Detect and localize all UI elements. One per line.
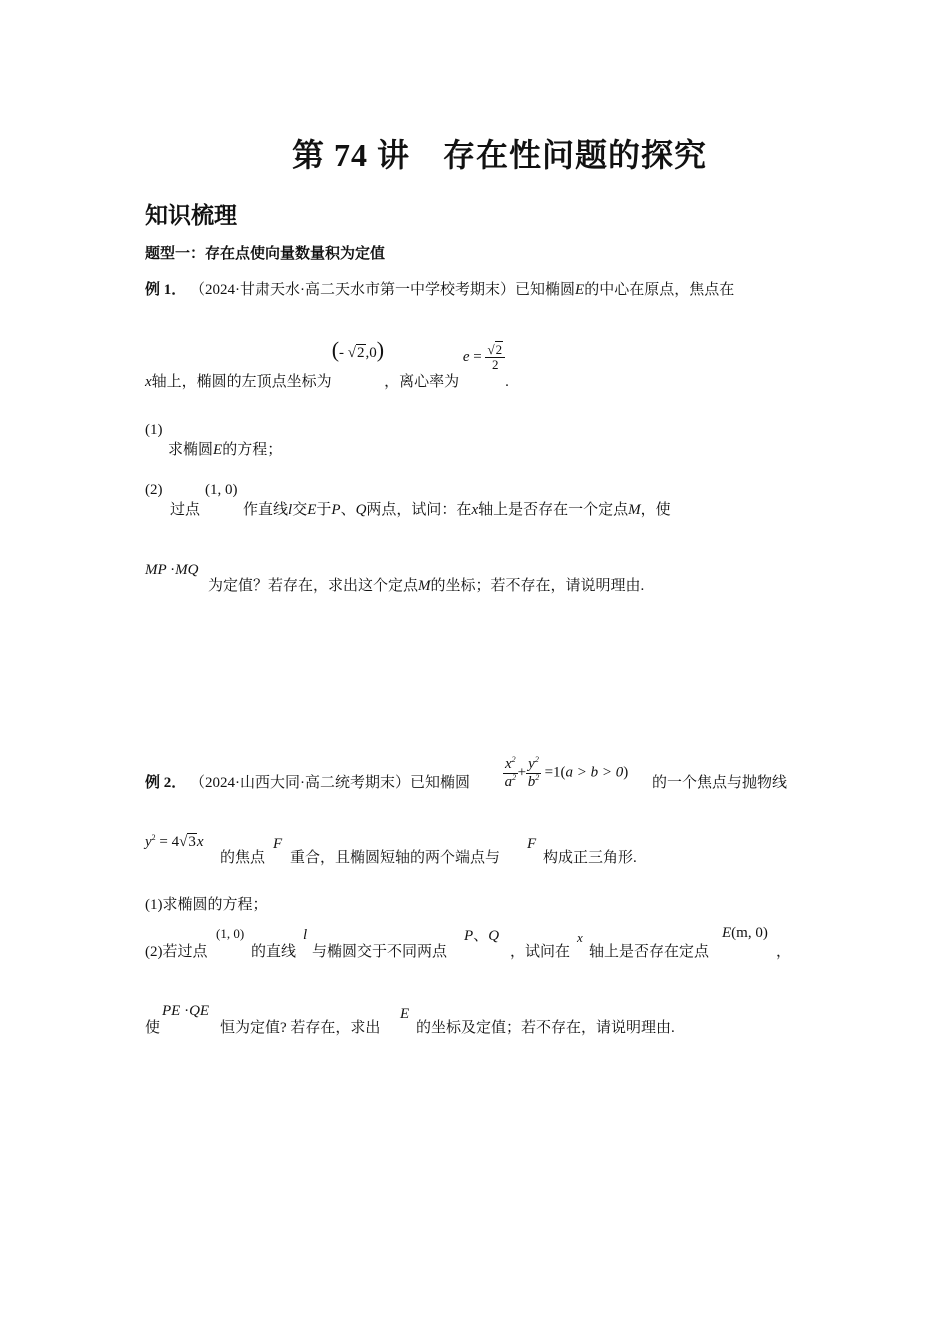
ex1-vector-product: MP ·MQ	[145, 562, 199, 578]
ex2-comma: ，	[776, 944, 792, 960]
ex1-q1-num: (1)	[145, 422, 163, 438]
ex2-q1: (1)求椭圆的方程；	[145, 897, 268, 913]
ex2-label-line: 例 2． （2024·山西大同·高二统考期末）已知椭圆	[145, 775, 471, 791]
ex2-q2-a: (2)若过点	[145, 944, 208, 960]
ex2-pq: P、Q	[464, 928, 500, 944]
ex1-vertex: (- √2,0)	[331, 337, 385, 362]
ex1-line2: x轴上，椭圆的左顶点坐标为(- √2,0)，离心率为 e = $\frac{√2}{2}$ .	[145, 337, 509, 390]
ex2-line2: 的焦点	[220, 850, 266, 866]
ex2-q2-d: ，试问在	[510, 944, 571, 960]
type-heading: 题型一：存在点使向量数量积为定值	[145, 246, 386, 262]
ex2-q3-b: 恒为定值? 若存在，求出	[220, 1020, 381, 1036]
ex1-q2-pass: 过点	[170, 502, 201, 518]
ex1-q2-line: 作直线l交E于P、Q两点，试问：在x轴上是否存在一个定点M，使	[243, 502, 671, 518]
ex1-source: （2024·甘肃天水·高二天水市第一中学校考期末）已知椭圆	[190, 282, 576, 298]
section-heading: 知识梳理	[145, 203, 237, 228]
ex2-var-e: E	[400, 1006, 410, 1022]
ex2-var-x: x	[577, 930, 583, 945]
ex1-q2-num: (2)	[145, 482, 163, 498]
ex2-vector-product: PE ·QE	[162, 1003, 210, 1019]
ex2-ellipse-eq: $\frac{x^2}{a^2}$ + $\frac{y^2}{b^2}$ =1(a > b > 0)	[504, 755, 629, 790]
ex2-q3-c: 的坐标及定值；若不存在，请说明理由.	[416, 1020, 675, 1036]
ex2-line2c: 构成正三角形.	[543, 850, 637, 866]
ex2-parabola: $y^2 = 4√3x$	[145, 833, 204, 850]
ex1-q2-point: (1, 0)	[205, 482, 238, 498]
ex1-line1	[145, 278, 734, 299]
ex2-q2-point: (1, 0)	[216, 926, 245, 941]
ex2-point-e: E(m, 0)	[722, 925, 768, 941]
page-title: 第 74 讲 存在性问题的探究	[292, 137, 708, 173]
ex2-var-f2: F	[527, 836, 537, 852]
ex2-q3-a: 使	[145, 1020, 161, 1036]
ex1-var-e: E	[575, 282, 585, 298]
ex1-line2b: ，离心率为	[384, 374, 460, 390]
ex2-q2-b: 的直线	[251, 944, 297, 960]
ex2-line2b: 重合，且椭圆短轴的两个端点与	[290, 850, 501, 866]
ex2-q2-c: 与椭圆交于不同两点	[312, 944, 448, 960]
ex1-line2a: 轴上，椭圆的左顶点坐标为	[151, 374, 332, 390]
ex1-q2-tail: 为定值？若存在，求出这个定点M的坐标；若不存在，请说明理由.	[208, 578, 645, 594]
ex2-line1b: 的一个焦点与抛物线	[652, 775, 788, 791]
ex1-label: 例 1．	[145, 282, 187, 298]
ex1-frac: $\frac{√2}{2}$	[485, 343, 505, 371]
ex1-var-x: x	[145, 374, 152, 390]
ex1-eccentricity: e = $\frac{√2}{2}$	[463, 349, 505, 365]
ex2-q2-e: 轴上是否存在定点	[589, 944, 710, 960]
ex2-var-f: F	[273, 836, 283, 852]
ex1-q1: 求椭圆E的方程；	[168, 442, 283, 458]
ex2-var-l: l	[303, 927, 308, 943]
ex1-line1b: 的中心在原点，焦点在	[584, 282, 735, 298]
